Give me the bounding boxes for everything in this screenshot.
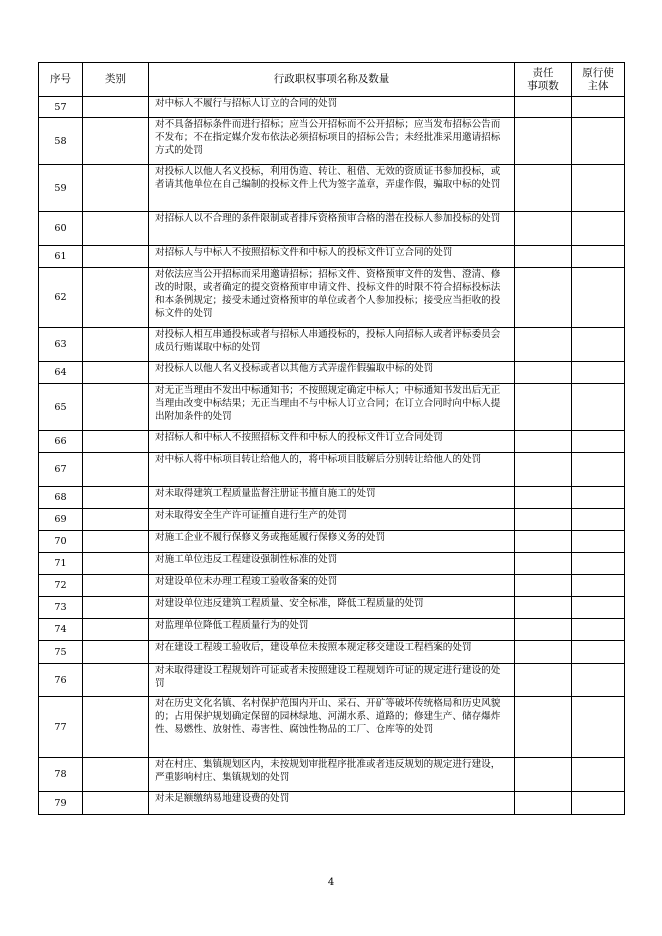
header-name: 行政职权事项名称及数量: [149, 63, 515, 97]
row-category: [83, 619, 149, 641]
row-category: [83, 664, 149, 697]
row-power-name: 对未足额缴纳易地建设费的处罚: [149, 792, 515, 815]
row-index: 62: [39, 268, 83, 328]
row-category: [83, 118, 149, 165]
row-power-name: 对在村庄、集镇规划区内，未按规划审批程序批准或者违反规划的规定进行建设，严重影响村庄、集镇规划的处罚: [149, 758, 515, 792]
row-power-name: 对建设单位违反建筑工程质量、安全标准，降低工程质量的处罚: [149, 597, 515, 619]
row-category: [83, 553, 149, 575]
table-row: [39, 619, 625, 641]
row-original-subject: [572, 431, 625, 453]
row-original-subject: [572, 246, 625, 268]
row-index: 67: [39, 453, 83, 487]
table-row: [39, 246, 625, 268]
table-row: [39, 792, 625, 815]
table-row: [39, 531, 625, 553]
row-category: [83, 509, 149, 531]
row-index: 75: [39, 641, 83, 664]
table-row: [39, 553, 625, 575]
row-power-name: 对无正当理由不发出中标通知书；不按照规定确定中标人；中标通知书发出后无正当理由改变中标结果；无正当理由不与中标人订立合同；在订立合同时向中标人提出附加条件的处罚: [149, 384, 515, 431]
row-index: 74: [39, 619, 83, 641]
table-row: [39, 597, 625, 619]
row-responsibility-count: [515, 697, 572, 758]
row-power-name: 对建设单位未办理工程竣工验收备案的处罚: [149, 575, 515, 597]
row-power-name: 对在历史文化名镇、名村保护范围内开山、采石、开矿等破坏传统格局和历史风貌的；占用保护规划确定保留的园林绿地、河湖水系、道路的；修建生产、储存爆炸性、易燃性、放射性、毒害性、腐蚀性物品的工厂、仓库等的处罚: [149, 697, 515, 758]
row-power-name: 对未取得建设工程规划许可证或者未按照建设工程规划许可证的规定进行建设的处罚: [149, 664, 515, 697]
row-responsibility-count: [515, 246, 572, 268]
row-index: 61: [39, 246, 83, 268]
row-category: [83, 597, 149, 619]
row-category: [83, 246, 149, 268]
row-index: 71: [39, 553, 83, 575]
row-original-subject: [572, 758, 625, 792]
row-category: [83, 384, 149, 431]
row-power-name: 对施工单位违反工程建设强制性标准的处罚: [149, 553, 515, 575]
row-index: 57: [39, 97, 83, 118]
row-responsibility-count: [515, 328, 572, 362]
row-index: 78: [39, 758, 83, 792]
row-category: [83, 268, 149, 328]
powers-table: [38, 62, 625, 815]
row-responsibility-count: [515, 575, 572, 597]
row-original-subject: [572, 575, 625, 597]
row-category: [83, 212, 149, 246]
row-category: [83, 758, 149, 792]
row-original-subject: [572, 212, 625, 246]
table-row: [39, 328, 625, 362]
table-row: [39, 641, 625, 664]
row-category: [83, 165, 149, 212]
row-category: [83, 641, 149, 664]
row-index: 65: [39, 384, 83, 431]
row-power-name: 对招标人和中标人不按照招标文件和中标人的投标文件订立合同处罚: [149, 431, 515, 453]
table-row: [39, 758, 625, 792]
row-index: 70: [39, 531, 83, 553]
row-index: 58: [39, 118, 83, 165]
row-power-name: 对未取得安全生产许可证擅自进行生产的处罚: [149, 509, 515, 531]
row-category: [83, 97, 149, 118]
row-power-name: 对投标人以他人名义投标，利用伪造、转让、租借、无效的资质证书参加投标，或者请其他单位在自己编制的投标文件上代为签字盖章，弄虚作假，骗取中标的处罚: [149, 165, 515, 212]
row-original-subject: [572, 619, 625, 641]
row-index: 77: [39, 697, 83, 758]
row-original-subject: [572, 792, 625, 815]
table-row: [39, 212, 625, 246]
row-responsibility-count: [515, 509, 572, 531]
row-index: 69: [39, 509, 83, 531]
row-index: 63: [39, 328, 83, 362]
row-power-name: 对招标人以不合理的条件限制或者排斥资格预审合格的潜在投标人参加投标的处罚: [149, 212, 515, 246]
row-original-subject: [572, 641, 625, 664]
table-row: [39, 575, 625, 597]
table-row: [39, 362, 625, 384]
row-responsibility-count: [515, 531, 572, 553]
table-row: [39, 165, 625, 212]
row-responsibility-count: [515, 453, 572, 487]
row-responsibility-count: [515, 619, 572, 641]
row-responsibility-count: [515, 97, 572, 118]
row-responsibility-count: [515, 212, 572, 246]
row-index: 59: [39, 165, 83, 212]
row-original-subject: [572, 268, 625, 328]
row-power-name: 对监理单位降低工程质量行为的处罚: [149, 619, 515, 641]
row-original-subject: [572, 664, 625, 697]
row-category: [83, 328, 149, 362]
table-row: [39, 384, 625, 431]
row-responsibility-count: [515, 384, 572, 431]
row-responsibility-count: [515, 118, 572, 165]
row-responsibility-count: [515, 165, 572, 212]
row-power-name: 对在建设工程竣工验收后，建设单位未按照本规定移交建设工程档案的处罚: [149, 641, 515, 664]
row-original-subject: [572, 328, 625, 362]
table-header-row: [39, 63, 625, 97]
page-number: 4: [327, 877, 335, 888]
row-category: [83, 792, 149, 815]
row-index: 72: [39, 575, 83, 597]
header-index: 序号: [39, 63, 83, 97]
table-row: [39, 664, 625, 697]
row-original-subject: [572, 165, 625, 212]
row-category: [83, 453, 149, 487]
header-category: 类别: [83, 63, 149, 97]
row-category: [83, 362, 149, 384]
row-index: 68: [39, 487, 83, 509]
header-responsibility: 责任 事项数: [515, 63, 572, 97]
row-original-subject: [572, 384, 625, 431]
row-responsibility-count: [515, 641, 572, 664]
row-power-name: 对投标人相互串通投标或者与招标人串通投标的，投标人向招标人或者评标委员会成员行贿谋取中标的处罚: [149, 328, 515, 362]
row-responsibility-count: [515, 553, 572, 575]
row-original-subject: [572, 487, 625, 509]
row-power-name: 对中标人将中标项目转让给他人的，将中标项目肢解后分别转让给他人的处罚: [149, 453, 515, 487]
row-responsibility-count: [515, 362, 572, 384]
table-row: [39, 97, 625, 118]
table-row: [39, 453, 625, 487]
header-original-subject: 原行使 主体: [572, 63, 625, 97]
row-responsibility-count: [515, 758, 572, 792]
row-responsibility-count: [515, 268, 572, 328]
row-responsibility-count: [515, 792, 572, 815]
row-category: [83, 697, 149, 758]
row-responsibility-count: [515, 431, 572, 453]
row-index: 64: [39, 362, 83, 384]
row-power-name: 对不具备招标条件而进行招标；应当公开招标而不公开招标；应当发布招标公告而不发布；不在指定媒介发布依法必须招标项目的招标公告；未经批准采用邀请招标方式的处罚: [149, 118, 515, 165]
table-row: [39, 487, 625, 509]
row-original-subject: [572, 597, 625, 619]
row-category: [83, 487, 149, 509]
table-row: [39, 118, 625, 165]
row-original-subject: [572, 118, 625, 165]
row-original-subject: [572, 697, 625, 758]
table-row: [39, 509, 625, 531]
row-category: [83, 531, 149, 553]
row-index: 79: [39, 792, 83, 815]
row-power-name: 对依法应当公开招标而采用邀请招标；招标文件、资格预审文件的发售、澄清、修改的时限，或者确定的提交资格预审申请文件、投标文件的时限不符合招标投标法和本条例规定；接受未通过资格预审的单位或者个人参加投标；接受应当拒收的投标文件的处罚: [149, 268, 515, 328]
row-category: [83, 575, 149, 597]
row-category: [83, 431, 149, 453]
table-row: [39, 697, 625, 758]
row-index: 66: [39, 431, 83, 453]
row-original-subject: [572, 97, 625, 118]
row-index: 73: [39, 597, 83, 619]
row-original-subject: [572, 453, 625, 487]
row-power-name: 对投标人以他人名义投标或者以其他方式弄虚作假骗取中标的处罚: [149, 362, 515, 384]
row-responsibility-count: [515, 597, 572, 619]
row-power-name: 对中标人不履行与招标人订立的合同的处罚: [149, 97, 515, 118]
table-row: [39, 268, 625, 328]
row-original-subject: [572, 362, 625, 384]
table-row: [39, 431, 625, 453]
row-responsibility-count: [515, 664, 572, 697]
row-index: 76: [39, 664, 83, 697]
row-index: 60: [39, 212, 83, 246]
row-power-name: 对施工企业不履行保修义务或拖延履行保修义务的处罚: [149, 531, 515, 553]
row-original-subject: [572, 531, 625, 553]
row-original-subject: [572, 553, 625, 575]
row-responsibility-count: [515, 487, 572, 509]
row-original-subject: [572, 509, 625, 531]
row-power-name: 对招标人与中标人不按照招标文件和中标人的投标文件订立合同的处罚: [149, 246, 515, 268]
row-power-name: 对未取得建筑工程质量监督注册证书擅自施工的处罚: [149, 487, 515, 509]
